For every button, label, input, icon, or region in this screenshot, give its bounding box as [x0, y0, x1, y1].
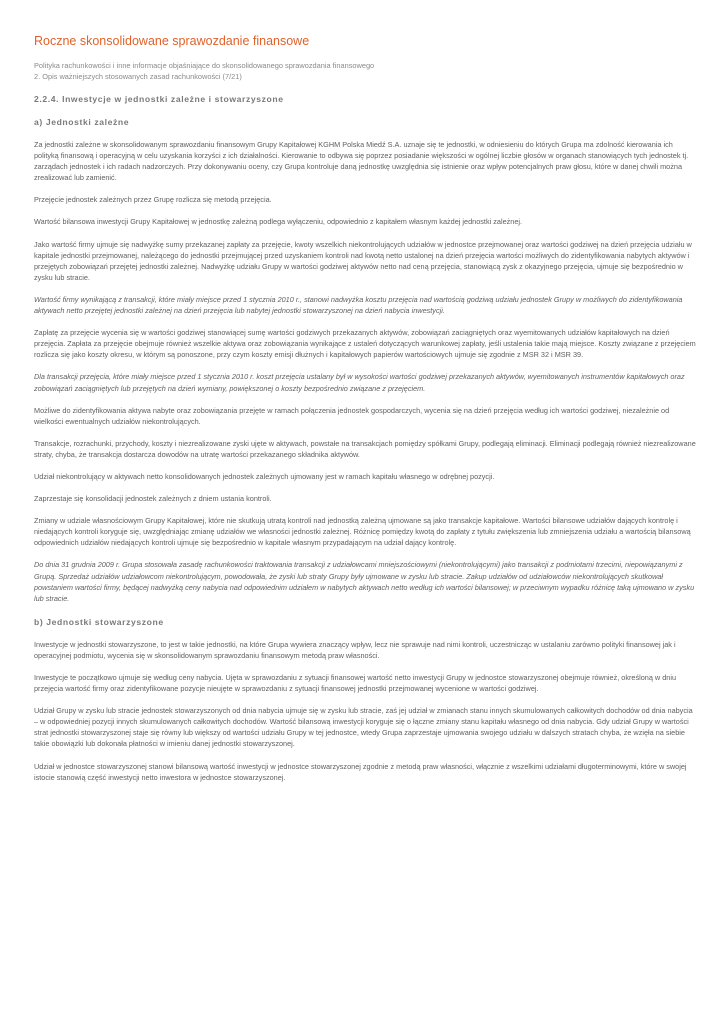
subsection-heading-associates: b) Jednostki stowarzyszone: [34, 616, 164, 627]
paragraph: Udział Grupy w zysku lub stracie jednostek stowarzyszonych od dnia nabycia ujmuje się w zysku lub stracie, zaś jej udział w zmianach stanu innych skumulowanych całkowitych dochodów od dnia nabycia – w odpowiedniej pozycji innych skumulowanych całkowitych dochodów. Wartość bilansową inwestycji koryguje się o łączne zmiany stanu kapitału własnego od dnia nabycia. Gdy udział Grupy w wartości strat jednostki stowarzyszonej staje się równy lub większy od wartości udziału Grupy w tej jednostce, wtedy Grupa zaprzestaje ujmowania swojego udziału w dalszych stratach chyba, że wzięła na siebie takie obowiązki lub dokonała płatności w imieniu danej jednostki stowarzyszonej.: [34, 706, 693, 749]
breadcrumb-chapter: Polityka rachunkowości i inne informacje objaśniające do skonsolidowanego sprawozdania finansowego: [34, 61, 375, 70]
paragraph: Udział w jednostce stowarzyszonej stanowi bilansową wartość inwestycji w jednostce stowarzyszonej zgodnie z metodą praw własności, włącznie z wszelkimi udziałami długoterminowymi, które w swojej istocie stanowią część inwestycji netto inwestora w jednostce stowarzyszonej.: [34, 761, 687, 782]
paragraph: Przejęcie jednostek zależnych przez Grupę rozlicza się metodą przejęcia.: [34, 195, 272, 205]
paragraph: Możliwe do zidentyfikowania aktywa nabyte oraz zobowiązania przejęte w ramach połączenia jednostek gospodarczych, wycenia się na dzień przejęcia według ich wartości godziwej, niezależnie od wielkości ewentualnych udziałów niekontrolujących.: [34, 405, 670, 426]
paragraph-italic: Do dnia 31 grudnia 2009 r. Grupa stosowała zasadę rachunkowości traktowania transakcji z udziałowcami mniejszościowymi (niekontrolującymi) jako transakcji z podmiotami trzecimi, niepowiązanymi z Grupą. Sprzedaż udziałów udziałowcom niekontrolującym, powodowała, że zyski lub straty Grupy były ujmowane w zysku lub stracie. Zakup udziałów od udziałowców niekontrolujących skutkował powstaniem wartości firmy, będącej nadwyżką ceny nabycia nad odpowiednim udziałem w nabytych aktywach netto według ich wartości bilansowej; w przeciwnym wypadku różnicę taką ujmowano w zysku lub stracie.: [34, 560, 695, 603]
breadcrumb-section: 2. Opis ważniejszych stosowanych zasad rachunkowości (7/21): [34, 72, 242, 81]
paragraph: Zaprzestaje się konsolidacji jednostek zależnych z dniem ustania kontroli.: [34, 494, 272, 504]
paragraph-italic: Wartość firmy wynikającą z transakcji, które miały miejsce przed 1 stycznia 2010 r., stanowi nadwyżka kosztu przejęcia nad wartością godziwą udziału jednostek Grupy w możliwych do zidentyfikowania aktywach netto przejętej jednostki zależnej na dzień przejęcia lub nabytej jednostki stowarzyszonej na dzień nabycia inwestycji.: [34, 294, 683, 316]
section-heading: 2.2.4. Inwestycje w jednostki zależne i stowarzyszone: [34, 94, 284, 104]
paragraph: Transakcje, rozrachunki, przychody, koszty i niezrealizowane zyski ujęte w aktywach, powstałe na transakcjach pomiędzy spółkami Grupy, podlegają eliminacji. Eliminacji podlegają również niezrealizowane straty, chyba, że transakcja dostarcza dowodów na utratę wartości przekazanego składnika aktywów.: [34, 438, 696, 459]
paragraph: Jako wartość firmy ujmuje się nadwyżkę sumy przekazanej zapłaty za przejęcie, kwoty wszelkich niekontrolujących udziałów w jednostce przejmowanej oraz wartości godziwej na dzień przejęcia udziału w kapitale jednostki przejmowanej, należącego do jednostki przejmującej przed uzyskaniem kontroli nad kwotą netto ustalonej na dzień przejęcia wartości możliwych do zidentyfikowania nabytych aktywów i przejętych zobowiązań przejętej jednostki zależnej. Nadwyżkę udziału Grupy w wartości godziwej aktywów netto nad ceną przejęcia, stanowiącą zysk z okazyjnego przejęcia, ujmuje się bezpośrednio w zysku lub stracie.: [34, 239, 692, 282]
document-page: [34, 30, 698, 783]
paragraph: Za jednostki zależne w skonsolidowanym sprawozdaniu finansowym Grupy Kapitałowej KGHM Polska Miedź S.A. uznaje się te jednostki, w odniesieniu do których Grupa ma zdolność kierowania ich polityką finansową i operacyjną w celu uzyskania korzyści z ich działalności. Kierowanie to odbywa się poprzez posiadanie większości w ogólnej liczbie głosów w organach stanowiących tych jednostek tj. zarządach jednostek i ich radach nadzorczych. Przy dokonywaniu oceny, czy Grupa kontroluje daną jednostkę uwzględnia się istnienie oraz wpływ potencjalnych praw głosu, które w danej chwili można zrealizować lub zamienić.: [34, 140, 689, 183]
subsection-heading-subsidiaries: a) Jednostki zależne: [34, 117, 130, 127]
paragraph: Zmiany w udziale własnościowym Grupy Kapitałowej, które nie skutkują utratą kontroli nad jednostką zależną ujmowane są jako transakcje kapitałowe. Wartości bilansowe udziałów dających kontrolę i niedających kontroli koryguje się, uwzględniając zmianę udziałów we własności jednostki zależnej. Różnicę pomiędzy kwotą do zapłaty z tytułu zwiększenia lub zmniejszenia udziału a wartością bilansową odpowiednich udziałów niedających kontroli ujmuje się bezpośrednio w kapitale własnym przypadającym na udział dający kontrolę.: [34, 516, 691, 548]
paragraph: Zapłatę za przejęcie wycenia się w wartości godziwej stanowiącej sumę wartości godziwych przekazanych aktywów, zobowiązań zaciągniętych oraz wyemitowanych udziałów kapitałowych na dzień przejęcia. Zapłata za przejęcie obejmuje również wszelkie aktywa oraz zobowiązania wynikające z ustaleń dotyczących warunkowej zapłaty, jeśli ustalenia takie mają miejsce. Koszty związane z przejęciem rozlicza się jako koszty okresu, w którym są ponoszone, przy czym koszty emisji dłużnych i kapitałowych papierów wartościowych ujmuje się zgodnie z MSR 32 i MSR 39.: [34, 328, 696, 360]
paragraph-italic: Dla transakcji przejęcia, które miały miejsce przed 1 stycznia 2010 r. koszt przejęcia ustalany był w wysokości wartości godziwej przekazanych aktywów, wyemitowanych instrumentów kapitałowych oraz zobowiązań zaciągniętych lub przejętych na dzień wymiany, powiększonej o koszty bezpośrednio związane z przejęciem.: [34, 372, 685, 393]
paragraph: Inwestycje te początkowo ujmuje się według ceny nabycia. Ujęta w sprawozdaniu z sytuacji finansowej wartość netto inwestycji Grupy w jednostce stowarzyszonej obejmuje również, określoną w dniu przejęcia wartość firmy oraz zidentyfikowane pozycje nieujęte w sprawozdaniu z sytuacji finansowej jednostki przejmowanej wycenione w wartości godziwej.: [34, 673, 677, 694]
paragraph: Wartość bilansowa inwestycji Grupy Kapitałowej w jednostkę zależną podlega wyłączeniu, odpowiednio z kapitałem własnym każdej jednostki zależnej.: [34, 217, 523, 227]
paragraph: Udział niekontrolujący w aktywach netto konsolidowanych jednostek zależnych ujmowany jest w ramach kapitału własnego w odrębnej pozycji.: [34, 471, 495, 481]
paragraph: Inwestycje w jednostki stowarzyszone, to jest w takie jednostki, na które Grupa wywiera znaczący wpływ, lecz nie sprawuje nad nimi kontroli, uczestnicząc w ustalaniu zarówno polityki finansowej jak i operacyjnej podmiotu, wycenia się w skonsolidowanym sprawozdaniu finansowym metodą praw własności.: [34, 639, 676, 660]
document-title: Roczne skonsolidowane sprawozdanie finansowe: [34, 34, 310, 48]
breadcrumb: [34, 60, 698, 82]
